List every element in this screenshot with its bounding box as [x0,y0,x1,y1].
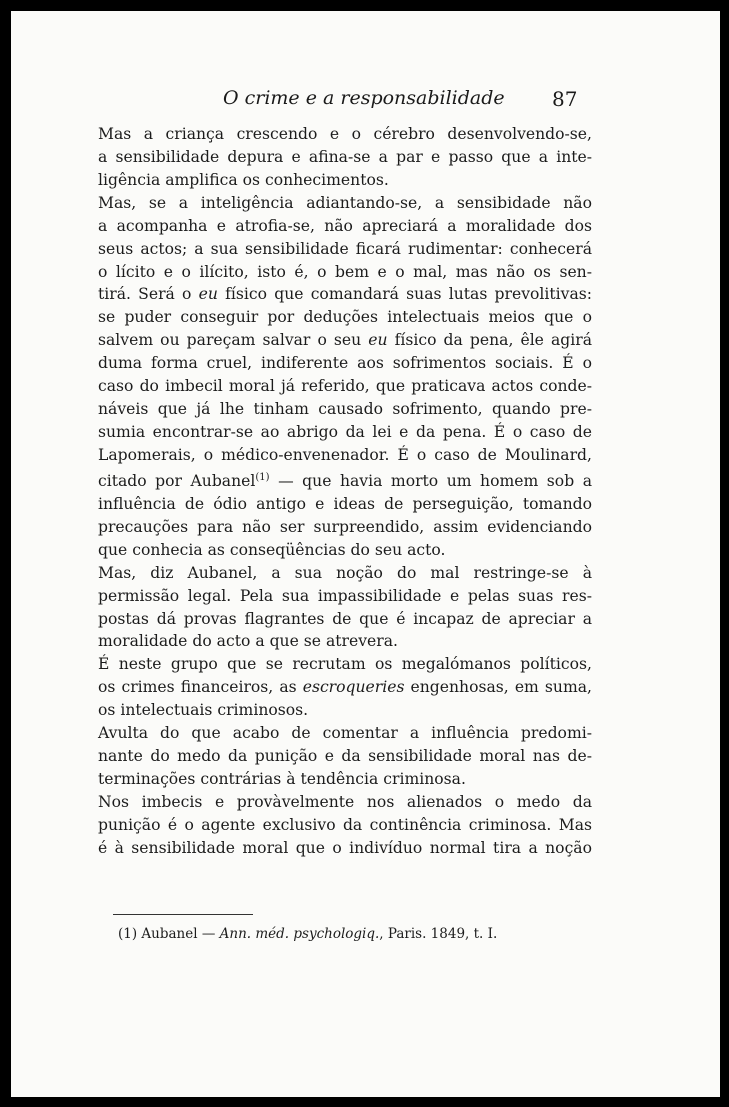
text-line: punição é o agente exclusivo da continência criminosa. Mas [98,815,592,834]
text-line: é à sensibilidade moral que o indivíduo normal tira a noção [98,838,592,857]
text-line: caso do imbecil moral já referido, que praticava actos conde- [98,377,592,396]
text-line: duma forma cruel, indiferente aos sofrimentos sociais. É o [98,354,592,373]
running-title: O crime e a responsabilidade [223,87,505,109]
text-line: que conhecia as conseqüências do seu acto. [98,540,446,559]
body-text [98,123,592,860]
text-line: náveis que já lhe tinham causado sofrimento, quando pre- [98,400,592,419]
footnote-source: Ann. méd. psychologiq. [219,926,380,942]
text-line: É neste grupo que se recrutam os megalómanos políticos, [98,655,592,674]
text-line: precauções para não ser surpreendido, assim evidenciando [98,517,592,536]
text-line: influência de ódio antigo e ideas de perseguição, tomando [98,494,592,513]
text-line: Mas, diz Aubanel, a sua noção do mal restringe-se à [98,563,592,582]
footnote [118,926,497,942]
text-line: tirá. Será o eu físico que comandará suas lutas prevolitivas: [98,285,592,304]
text-line: postas dá provas flagrantes de que é incapaz de apreciar a [98,609,592,628]
text-line: a acompanha e atrofia-se, não apreciará a moralidade dos [98,216,592,235]
text-line: sumia encontrar-se ao abrigo da lei e da pena. É o caso de [98,422,592,441]
footnote-divider [113,914,253,915]
footnote-marker: (1) [118,926,138,942]
text-line: os intelectuais criminosos. [98,701,309,720]
text-line: permissão legal. Pela sua impassibilidade e pelas suas res- [98,586,592,605]
text-line: se puder conseguir por deduções intelectuais meios que o [98,308,592,327]
text-line: salvem ou pareçam salvar o seu eu físico da pena, êle agirá [98,331,592,350]
footnote-rest: , Paris. 1849, t. I. [379,926,498,942]
text-line: Mas, se a inteligência adiantando-se, a sensibidade não [98,193,592,212]
text-line: citado por Aubanel$^{(1)}$ — que havia morto um homem sob a [98,471,592,491]
text-line: moralidade do acto a que se atrevera. [98,632,398,651]
text-line: seus actos; a sua sensibilidade ficará rudimentar: conhecerá [98,239,592,258]
text-line: nante do medo da punição e da sensibilidade moral nas de- [98,747,592,766]
text-line: Mas a criança crescendo e o cérebro desenvolvendo-se, [98,125,592,143]
page-number: 87 [552,87,578,111]
page-header [11,87,720,117]
text-line: Avulta do que acabo de comentar a influência predomi- [98,724,592,743]
text-line: Nos imbecis e provàvelmente nos alienados o medo da [98,792,592,811]
footnote-author: Aubanel — [137,926,220,942]
text-line: o lícito e o ilícito, isto é, o bem e o mal, mas não os sen- [98,262,592,281]
text-line: ligência amplifica os conhecimentos. [98,170,389,189]
text-line: os crimes financeiros, as escroqueries engenhosas, em suma, [98,678,592,697]
text-line: a sensibilidade depura e afina-se a par e passo que a inte- [98,147,592,166]
text-line: terminações contrárias à tendência criminosa. [98,770,466,788]
text-line: Lapomerais, o médico-envenenador. É o caso de Moulinard, [98,445,592,464]
book-page [11,11,720,1097]
